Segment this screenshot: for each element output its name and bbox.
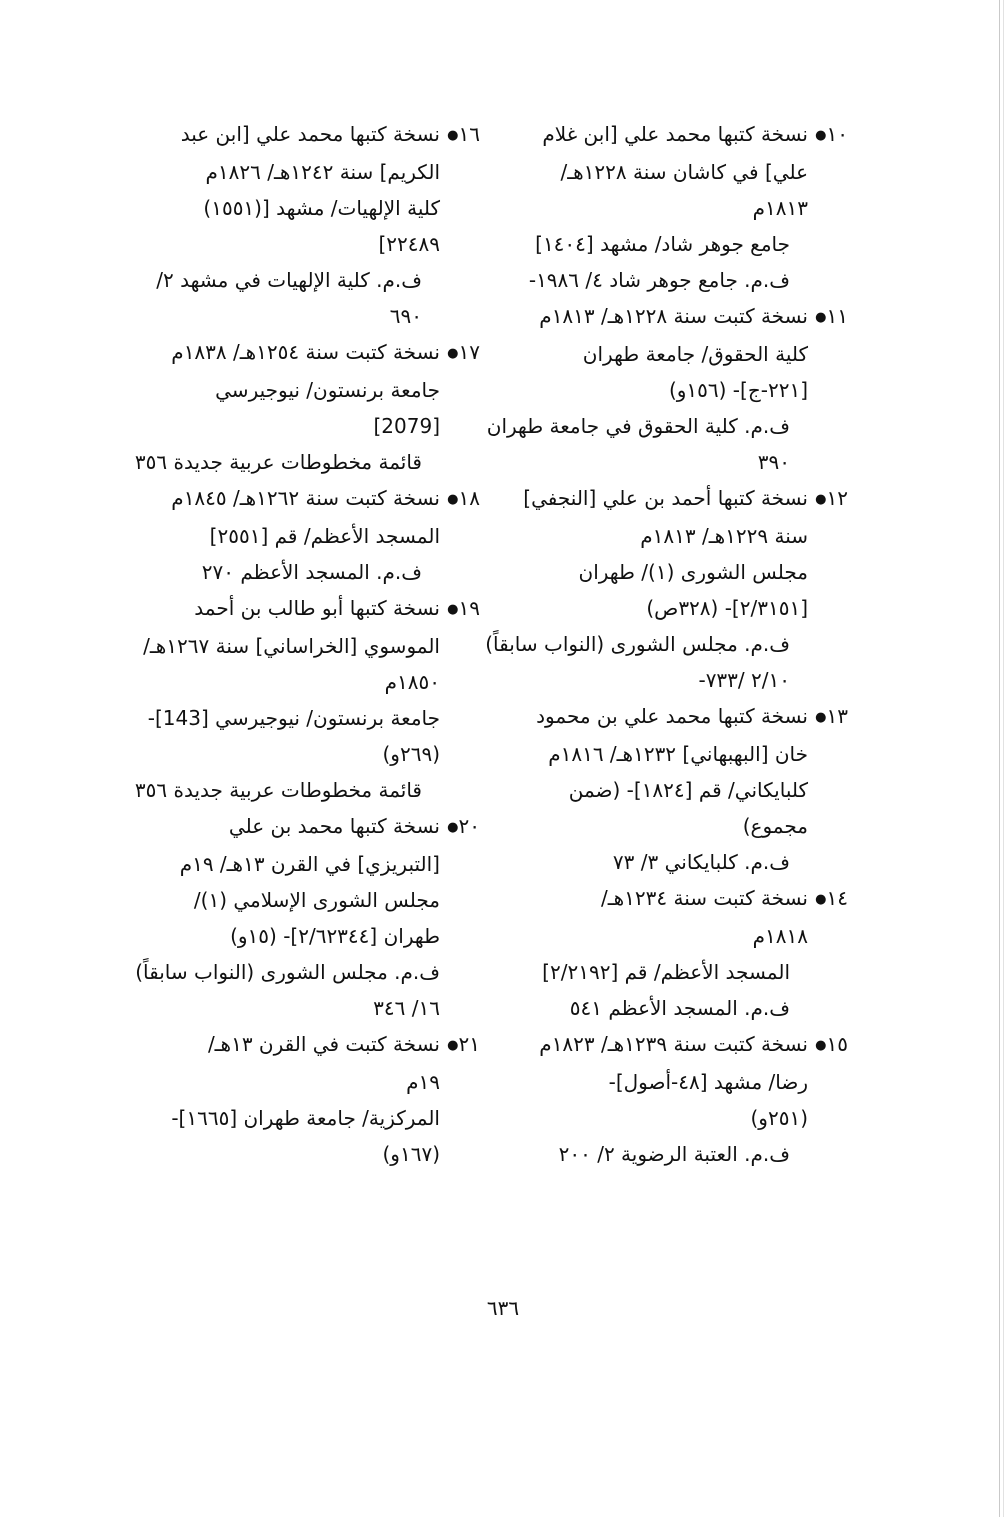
entry-line: ١٩م	[406, 1070, 440, 1094]
entry-text: نسخة كتبت في القرن ١٣هـ/	[207, 1032, 440, 1056]
entry-line: ١٨١٣م	[752, 196, 808, 220]
manuscript-entry	[486, 1026, 848, 1172]
entry-line: الموسوي [الخراساني] سنة ١٢٦٧هـ/	[143, 634, 440, 658]
entry-first-line	[118, 480, 480, 518]
manuscript-entry	[486, 298, 848, 480]
entry-first-line	[486, 880, 848, 918]
entry-first-line	[486, 480, 848, 518]
entry-reference: المسجد الأعظم/ قم [٢/٢١٩٢]	[542, 960, 790, 984]
entry-text: نسخة كتبت سنة ١٢٥٤هـ/ ١٨٣٨م	[171, 340, 440, 364]
manuscript-entry	[118, 808, 480, 1026]
entry-line: مجموع)	[742, 814, 808, 838]
entry-line: المركزية/ جامعة طهران [١٦٦٥]-	[171, 1106, 440, 1130]
entry-first-line	[118, 1026, 480, 1064]
entry-first-line	[486, 698, 848, 736]
entry-text: نسخة كتبها محمد علي بن محمود	[536, 704, 808, 728]
entry-reference: ف.م. كلية الحقوق في جامعة طهران	[486, 414, 790, 438]
manuscript-entry	[118, 116, 480, 334]
entry-number	[440, 480, 480, 518]
bullet-icon: ●	[815, 892, 827, 907]
entry-line: [٢٢١-ج]- (١٥٦و)	[668, 378, 808, 402]
entry-number	[440, 1026, 480, 1064]
scan-edge-line	[999, 0, 1000, 1517]
entry-number-value: ١١	[826, 304, 848, 328]
entry-line: ف.م. مجلس الشورى (النواب سابقاً)	[135, 960, 440, 984]
entry-line: طهران [٢/٦٢٣٤٤]- (١٥و)	[230, 924, 440, 948]
entry-first-line	[486, 298, 848, 336]
entry-reference: ٣٩٠	[757, 450, 790, 474]
entry-line: جامعة برنستون/ نيوجيرسي [143]-	[147, 706, 440, 730]
entry-reference: جامع جوهر شاد/ مشهد [١٤٠٤]	[535, 232, 790, 256]
entry-line: [2079]	[373, 414, 440, 438]
scan-edge-line-light	[1003, 0, 1004, 1517]
entry-first-line	[118, 590, 480, 628]
entry-line: ١٦/ ٣٤٦	[373, 996, 440, 1020]
bullet-icon: ●	[447, 346, 459, 361]
right-column	[486, 116, 848, 1172]
entry-first-line	[118, 116, 480, 154]
bullet-icon: ●	[815, 310, 827, 325]
entry-number	[808, 116, 848, 154]
entry-first-line	[118, 334, 480, 372]
entry-text: نسخة كتبت سنة ١٢٣٤هـ/	[601, 886, 808, 910]
bullet-icon: ●	[447, 128, 459, 143]
entry-number	[808, 880, 848, 918]
bullet-icon: ●	[815, 492, 827, 507]
entry-line: رضا/ مشهد [٤٨-أصول]-	[608, 1070, 808, 1094]
entry-number-value: ١٩	[458, 596, 480, 620]
entry-number-value: ٢٠	[458, 814, 480, 838]
entry-line: [٢/٣١٥١]- (٣٢٨ص)	[646, 596, 808, 620]
entry-text: نسخة كتبت سنة ١٢٦٢هـ/ ١٨٤٥م	[171, 486, 440, 510]
entry-number	[808, 298, 848, 336]
manuscript-entry	[486, 480, 848, 698]
entry-line: كلية الحقوق/ جامعة طهران	[582, 342, 808, 366]
entry-line: ٢٢٤٨٩]	[378, 232, 440, 256]
entry-reference: ٢/١٠ /٧٣٣-	[698, 668, 790, 692]
page-number: ٦٣٦	[486, 1296, 520, 1320]
entry-reference: ف.م. العتبة الرضوية ٢/ ٢٠٠	[558, 1142, 790, 1166]
entry-line: الكريم] سنة ١٢٤٢هـ/ ١٨٢٦م	[205, 160, 440, 184]
entry-line: المسجد الأعظم/ قم [٢٥٥١]	[209, 524, 440, 548]
entry-reference: ٦٩٠	[389, 304, 422, 328]
manuscript-entry	[118, 480, 480, 590]
entry-number-value: ١٢	[826, 486, 848, 510]
entry-reference: قائمة مخطوطات عربية جديدة ٣٥٦	[134, 450, 422, 474]
entry-line: (٢٦٩و)	[382, 742, 440, 766]
manuscript-entry	[118, 1026, 480, 1172]
entry-number	[808, 698, 848, 736]
entry-number	[808, 1026, 848, 1064]
entry-number-value: ١٤	[826, 886, 848, 910]
entry-number-value: ٢١	[458, 1032, 480, 1056]
entry-first-line	[486, 116, 848, 154]
entry-number-value: ١٦	[458, 122, 480, 146]
entry-first-line	[486, 1026, 848, 1064]
entry-number	[808, 480, 848, 518]
entry-text: نسخة كتبها محمد علي [ابن غلام	[542, 122, 808, 146]
entry-text: نسخة كتبها محمد علي [ابن عبد	[180, 122, 440, 146]
entry-number	[440, 808, 480, 846]
entry-text: نسخة كتبت سنة ١٢٣٩هـ/ ١٨٢٣م	[539, 1032, 808, 1056]
entry-reference: ف.م. مجلس الشورى (النواب سابقاً)	[485, 632, 790, 656]
entry-text: نسخة كتبها أبو طالب بن أحمد	[194, 596, 440, 620]
entry-line: ١٨١٨م	[752, 924, 808, 948]
bullet-icon: ●	[447, 492, 459, 507]
entry-line: [التبريزي] في القرن ١٣هـ/ ١٩م	[179, 852, 440, 876]
manuscript-entry	[486, 880, 848, 1026]
manuscript-entry	[118, 334, 480, 480]
entry-reference: ف.م. المسجد الأعظم ٥٤١	[569, 996, 790, 1020]
entry-line: كلية الإلهيات/ مشهد [(١٥٥١)	[203, 196, 440, 220]
entry-reference: قائمة مخطوطات عربية جديدة ٣٥٦	[134, 778, 422, 802]
entry-number-value: ١٥	[826, 1032, 848, 1056]
bullet-icon: ●	[447, 1038, 459, 1053]
entry-line: علي] في كاشان سنة ١٢٢٨هـ/	[560, 160, 808, 184]
entry-number	[440, 590, 480, 628]
entry-number	[440, 116, 480, 154]
entry-reference: ف.م. كلية الإلهيات في مشهد ٢/	[156, 268, 422, 292]
bullet-icon: ●	[447, 820, 459, 835]
entry-text: نسخة كتبها محمد بن علي	[228, 814, 440, 838]
entry-number	[440, 334, 480, 372]
entry-line: مجلس الشورى الإسلامي (١)/	[193, 888, 440, 912]
entry-text: نسخة كتبت سنة ١٢٢٨هـ/ ١٨١٣م	[539, 304, 808, 328]
entry-line: مجلس الشورى (١)/ طهران	[578, 560, 808, 584]
entry-line: سنة ١٢٢٩هـ/ ١٨١٣م	[640, 524, 808, 548]
entry-line: خان [البهبهاني] ١٢٣٢هـ/ ١٨١٦م	[548, 742, 808, 766]
bullet-icon: ●	[447, 602, 459, 617]
manuscript-entry	[486, 698, 848, 880]
entry-line: ١٨٥٠م	[384, 670, 440, 694]
entry-text: نسخة كتبها أحمد بن علي [النجفي]	[523, 486, 808, 510]
entry-line: كلبايكاني/ قم [١٨٢٤]- (ضمن	[568, 778, 808, 802]
bullet-icon: ●	[815, 1038, 827, 1053]
entry-number-value: ١٨	[458, 486, 480, 510]
entry-reference: ف.م. كلبايكاني ٣/ ٧٣	[612, 850, 790, 874]
entry-line: (٢٥١و)	[750, 1106, 808, 1130]
manuscript-entry	[118, 590, 480, 808]
entry-line: جامعة برنستون/ نيوجيرسي	[215, 378, 440, 402]
entry-number-value: ١٧	[458, 340, 480, 364]
manuscript-entry	[486, 116, 848, 298]
left-column	[118, 116, 480, 1172]
entry-reference: ف.م. المسجد الأعظم ٢٧٠	[201, 560, 422, 584]
entry-line: (١٦٧و)	[382, 1142, 440, 1166]
entry-number-value: ١٣	[826, 704, 848, 728]
entry-first-line	[118, 808, 480, 846]
bullet-icon: ●	[815, 128, 827, 143]
bullet-icon: ●	[815, 710, 827, 725]
entry-number-value: ١٠	[826, 122, 848, 146]
entry-reference: ف.م. جامع جوهر شاد ٤/ ١٩٨٦-	[528, 268, 790, 292]
